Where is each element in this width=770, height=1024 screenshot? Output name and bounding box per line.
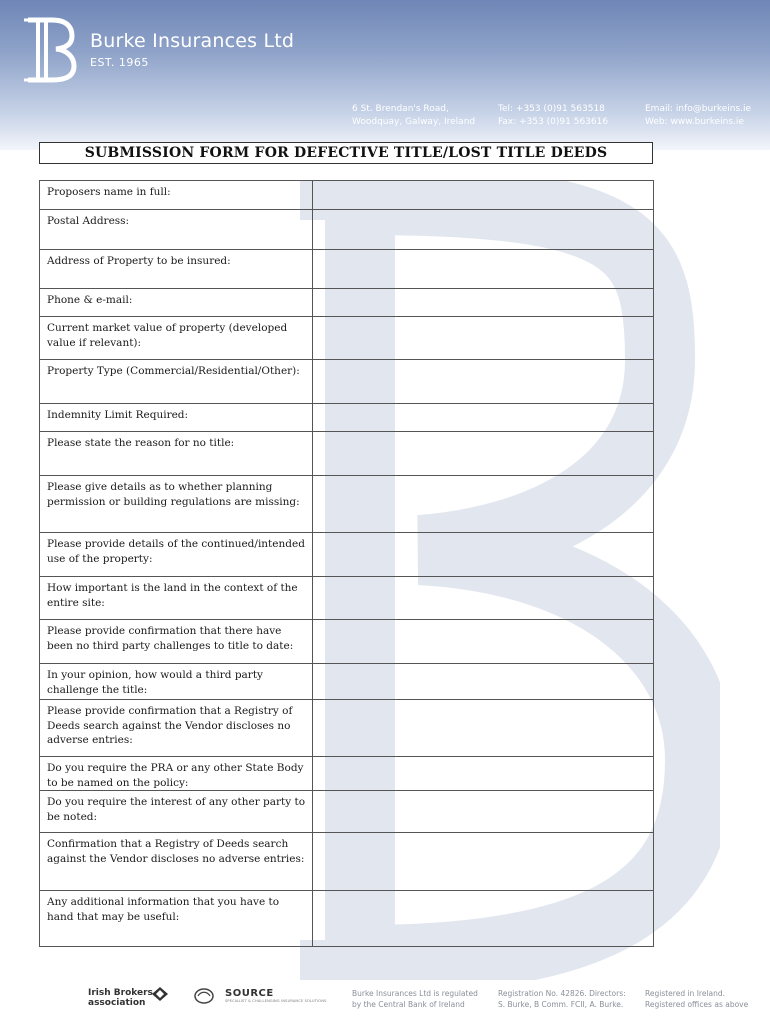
form-field-label: Proposers name in full: — [40, 181, 313, 210]
form-row — [40, 317, 654, 360]
source-logo-tagline: SPECIALIST & CHALLENGING INSURANCE SOLUTIONS — [225, 999, 327, 1003]
form-title-box — [39, 142, 653, 164]
brand-established: EST. 1965 — [90, 56, 149, 69]
irish-brokers-association-logo — [88, 988, 153, 1008]
footer-regulation — [352, 988, 478, 1010]
form-field-input[interactable] — [313, 210, 654, 250]
form-field-label: Postal Address: — [40, 210, 313, 250]
form-field-label: Property Type (Commercial/Residential/Other): — [40, 360, 313, 404]
form-field-input[interactable] — [313, 181, 654, 210]
form-row — [40, 289, 654, 317]
footer-reg-3-line-1: Registered in Ireland. — [645, 989, 726, 998]
form-row — [40, 620, 654, 664]
contact-phone — [498, 103, 608, 129]
form-field-input[interactable] — [313, 432, 654, 476]
form-field-label: How important is the land in the context of the entire site: — [40, 577, 313, 620]
ibra-line-2: association — [88, 998, 146, 1008]
form-row — [40, 432, 654, 476]
address-line-2: Woodquay, Galway, Ireland — [352, 117, 476, 127]
brand-name: Burke Insurances Ltd — [90, 30, 295, 52]
form-row — [40, 404, 654, 432]
form-row — [40, 791, 654, 833]
web-address[interactable]: Web: www.burkeins.ie — [645, 117, 744, 127]
footer-reg-1-line-1: Burke Insurances Ltd is regulated — [352, 989, 478, 998]
form-field-input[interactable] — [313, 700, 654, 757]
form-row — [40, 360, 654, 404]
form-field-label: Please give details as to whether planning permission or building regulations are missing: — [40, 476, 313, 533]
form-field-input[interactable] — [313, 577, 654, 620]
source-logo-text: SOURCE — [225, 988, 274, 999]
form-field-label: Please provide details of the continued/intended use of the property: — [40, 533, 313, 577]
form-field-input[interactable] — [313, 533, 654, 577]
footer-reg-2-line-1: Registration No. 42826. Directors: — [498, 989, 626, 998]
fax-number: Fax: +353 (0)91 563616 — [498, 117, 609, 127]
form-field-label: Address of Property to be insured: — [40, 250, 313, 289]
footer-reg-2-line-2: S. Burke, B Comm. FCII, A. Burke. — [498, 1000, 624, 1009]
form-row — [40, 476, 654, 533]
form-field-label: Please provide confirmation that there have been no third party challenges to title to date: — [40, 620, 313, 664]
form-field-label: Please state the reason for no title: — [40, 432, 313, 476]
form-field-label: In your opinion, how would a third party challenge the title: — [40, 664, 313, 700]
form-field-input[interactable] — [313, 404, 654, 432]
form-field-label: Phone & e-mail: — [40, 289, 313, 317]
form-field-input[interactable] — [313, 664, 654, 700]
form-row — [40, 891, 654, 947]
form-field-input[interactable] — [313, 360, 654, 404]
form-field-input[interactable] — [313, 757, 654, 791]
form-field-label: Do you require the PRA or any other State Body to be named on the policy: — [40, 757, 313, 791]
form-row — [40, 533, 654, 577]
tel-number: Tel: +353 (0)91 563518 — [498, 104, 605, 114]
form-row — [40, 700, 654, 757]
contact-web — [645, 103, 751, 129]
form-row — [40, 757, 654, 791]
source-mark-icon — [193, 987, 215, 1005]
footer-registration — [498, 988, 626, 1010]
footer-registered-office — [645, 988, 748, 1010]
form-field-input[interactable] — [313, 833, 654, 891]
footer-reg-1-line-2: by the Central Bank of Ireland — [352, 1000, 465, 1009]
form-title: SUBMISSION FORM FOR DEFECTIVE TITLE/LOST TITLE DEEDS — [84, 145, 608, 161]
form-row — [40, 577, 654, 620]
form-field-label: Indemnity Limit Required: — [40, 404, 313, 432]
form-field-label: Please provide confirmation that a Registry of Deeds search against the Vendor discloses no adverse entries: — [40, 700, 313, 757]
form-row — [40, 664, 654, 700]
submission-form-table — [39, 180, 654, 947]
form-field-input[interactable] — [313, 476, 654, 533]
form-field-label: Current market value of property (developed value if relevant): — [40, 317, 313, 360]
form-field-label: Any additional information that you have to hand that may be useful: — [40, 891, 313, 947]
form-row — [40, 250, 654, 289]
ibra-mark-icon — [150, 985, 170, 1003]
form-field-input[interactable] — [313, 250, 654, 289]
form-row — [40, 833, 654, 891]
footer-reg-3-line-2: Registered offices as above — [645, 1000, 749, 1009]
form-field-input[interactable] — [313, 891, 654, 947]
address-line-1: 6 St. Brendan's Road, — [352, 104, 449, 114]
form-row — [40, 181, 654, 210]
form-field-label: Do you require the interest of any other party to be noted: — [40, 791, 313, 833]
burke-logo-icon — [22, 14, 78, 84]
form-field-label: Confirmation that a Registry of Deeds search against the Vendor discloses no adverse entries: — [40, 833, 313, 891]
form-row — [40, 210, 654, 250]
form-field-input[interactable] — [313, 620, 654, 664]
contact-address — [352, 103, 475, 129]
form-field-input[interactable] — [313, 317, 654, 360]
form-field-input[interactable] — [313, 791, 654, 833]
email-address[interactable]: Email: info@burkeins.ie — [645, 104, 752, 114]
form-field-input[interactable] — [313, 289, 654, 317]
ibra-line-1: Irish Brokers — [88, 988, 153, 998]
